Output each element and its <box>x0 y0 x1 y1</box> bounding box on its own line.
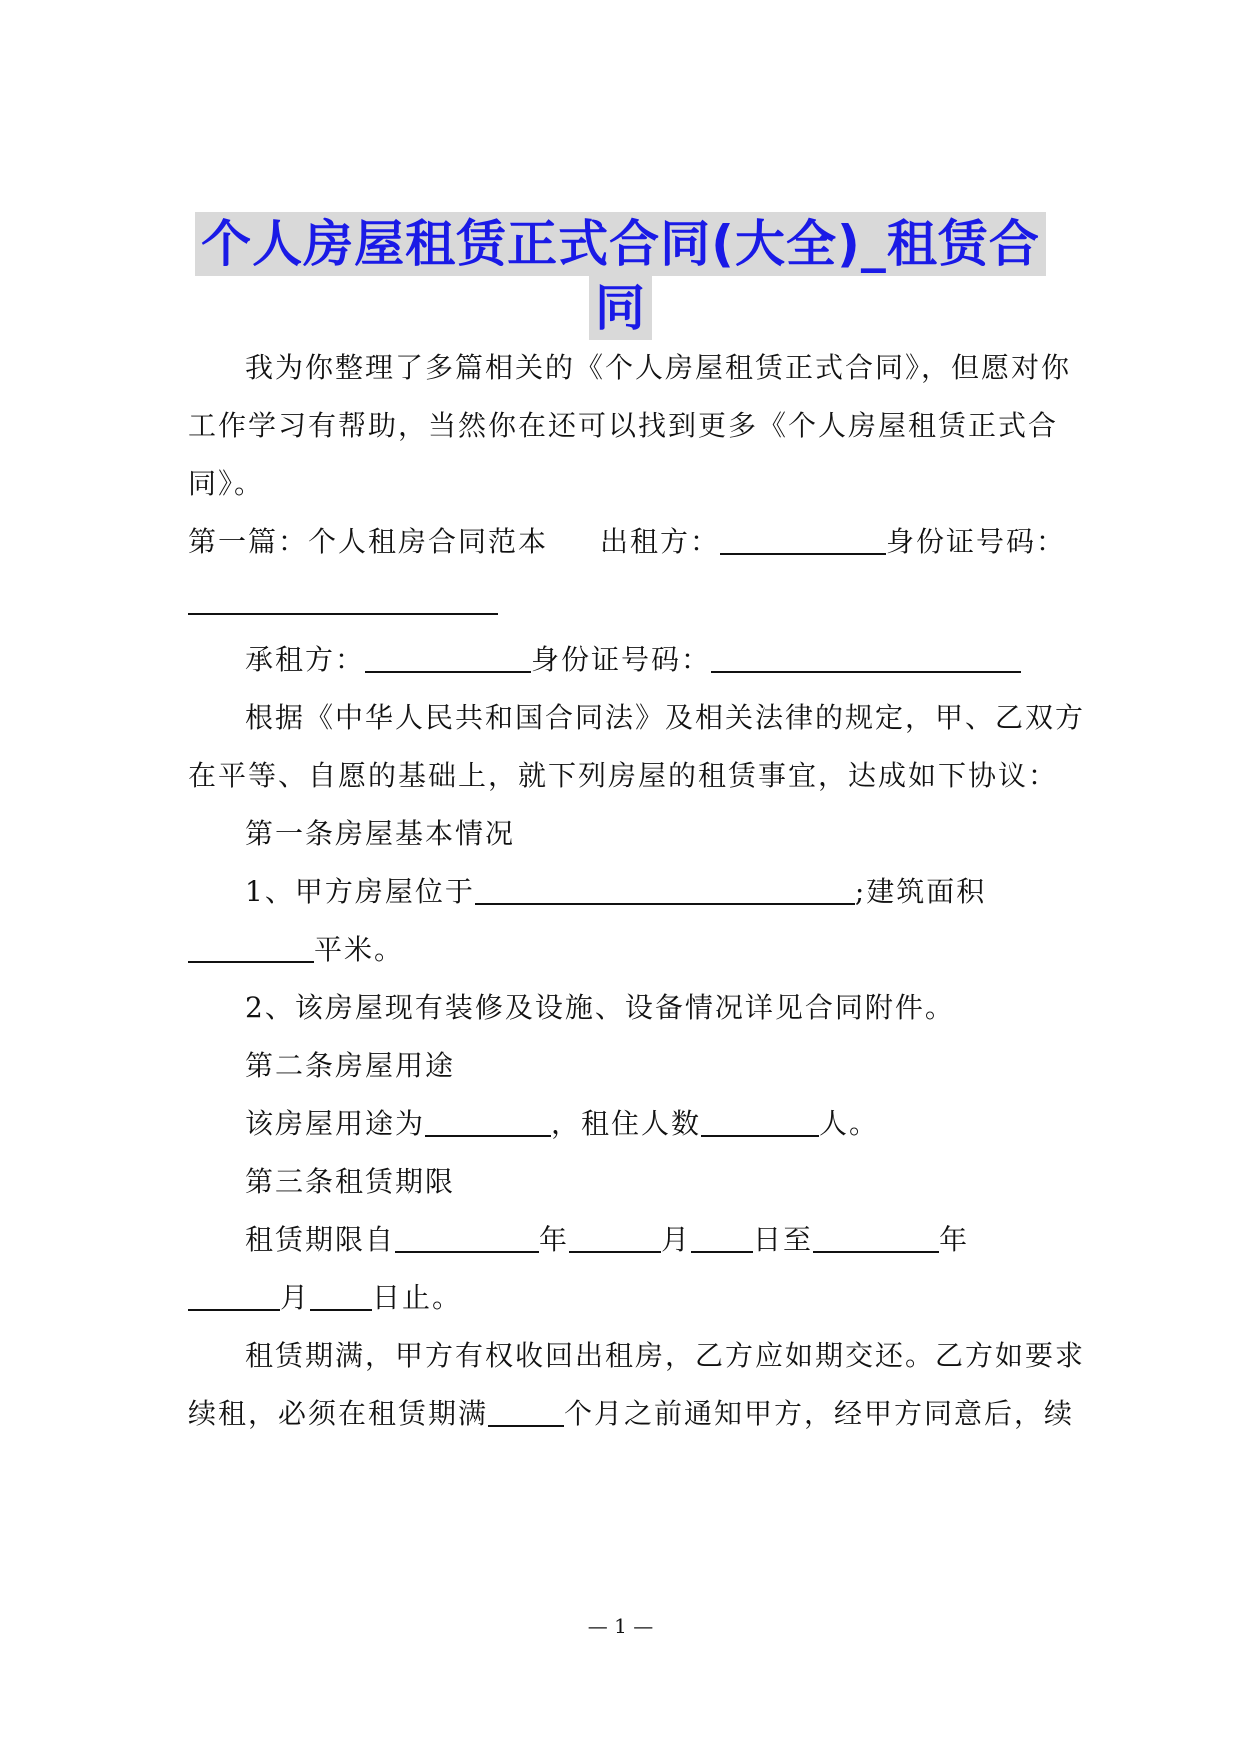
day-end-label: 日止。 <box>372 1281 463 1314</box>
end-year-blank <box>813 1221 939 1253</box>
occupants-blank <box>701 1105 819 1137</box>
renew-months-blank <box>488 1395 564 1427</box>
title-line-1: 个人房屋租赁正式合同(大全)_租赁合 <box>195 212 1046 276</box>
intro-line-2: 工作学习有帮助，当然你在还可以找到更多《个人房屋租赁正式合 <box>188 409 1059 442</box>
lessor-name-blank <box>720 523 886 555</box>
article-2-heading: 第二条房屋用途 <box>245 1049 456 1082</box>
term-label: 租赁期限自 <box>245 1223 396 1256</box>
article-1-heading: 第一条房屋基本情况 <box>245 817 516 850</box>
part1-row <box>188 522 1067 562</box>
use-label: 该房屋用途为 <box>245 1107 426 1140</box>
area-unit: 平米。 <box>314 933 405 966</box>
occupants-label: ，租住人数 <box>551 1107 702 1140</box>
occupants-unit: 人。 <box>819 1107 880 1140</box>
lessor-id-label: 身份证号码： <box>886 525 1067 558</box>
intro-line-1: 我为你整理了多篇相关的《个人房屋租赁正式合同》，但愿对你 <box>245 351 1072 384</box>
article-3-heading: 第三条租赁期限 <box>245 1165 456 1198</box>
lessor-id-blank <box>188 583 498 615</box>
year-label-2: 年 <box>939 1223 970 1256</box>
title-line-2: 同 <box>589 276 652 340</box>
area-row <box>188 930 1058 970</box>
use-blank <box>425 1105 551 1137</box>
area-blank <box>188 931 314 963</box>
term-end-row <box>188 1278 1058 1318</box>
intro-line-3: 同》。 <box>188 467 265 500</box>
lessee-id-label: 身份证号码： <box>531 643 712 676</box>
renew-label: 续租，必须在租赁期满 <box>188 1397 489 1430</box>
page-number: — 1 — <box>587 1614 654 1638</box>
location-blank <box>475 873 855 905</box>
month-label: 月 <box>661 1223 692 1256</box>
article-1-item-2: 2、该房屋现有装修及设施、设备情况详见合同附件。 <box>245 991 955 1024</box>
term-row <box>245 1220 1115 1260</box>
end-month-blank <box>188 1279 280 1311</box>
lessee-id-blank <box>711 641 1021 673</box>
start-year-blank <box>395 1221 539 1253</box>
document-title <box>150 212 1091 340</box>
start-day-blank <box>691 1221 753 1253</box>
lessor-label: 出租方： <box>600 525 721 558</box>
month-label-2: 月 <box>280 1281 311 1314</box>
day-to-label: 日至 <box>753 1223 814 1256</box>
lessee-label: 承租方： <box>245 643 366 676</box>
location-label: 1、甲方房屋位于 <box>245 875 475 908</box>
renew-label-2: 个月之前通知甲方，经甲方同意后，续 <box>564 1397 1075 1430</box>
renew-line-2 <box>188 1394 1075 1434</box>
end-day-blank <box>310 1279 372 1311</box>
part1-heading: 第一篇：个人租房合同范本 <box>188 525 549 558</box>
area-label: ;建筑面积 <box>854 875 987 908</box>
renew-line-1: 租赁期满，甲方有权收回出租房，乙方应如期交还。乙方如要求 <box>245 1339 1086 1372</box>
start-month-blank <box>569 1221 661 1253</box>
lessee-name-blank <box>365 641 531 673</box>
lessee-row <box>245 640 1115 680</box>
basis-line-2: 在平等、自愿的基础上，就下列房屋的租赁事宜，达成如下协议： <box>188 759 1059 792</box>
article-1-item-1 <box>245 872 1115 912</box>
year-label: 年 <box>539 1223 570 1256</box>
lessor-id-row <box>188 582 1058 622</box>
use-row <box>245 1104 1115 1144</box>
basis-line-1: 根据《中华人民共和国合同法》及相关法律的规定，甲、乙双方 <box>245 701 1086 734</box>
